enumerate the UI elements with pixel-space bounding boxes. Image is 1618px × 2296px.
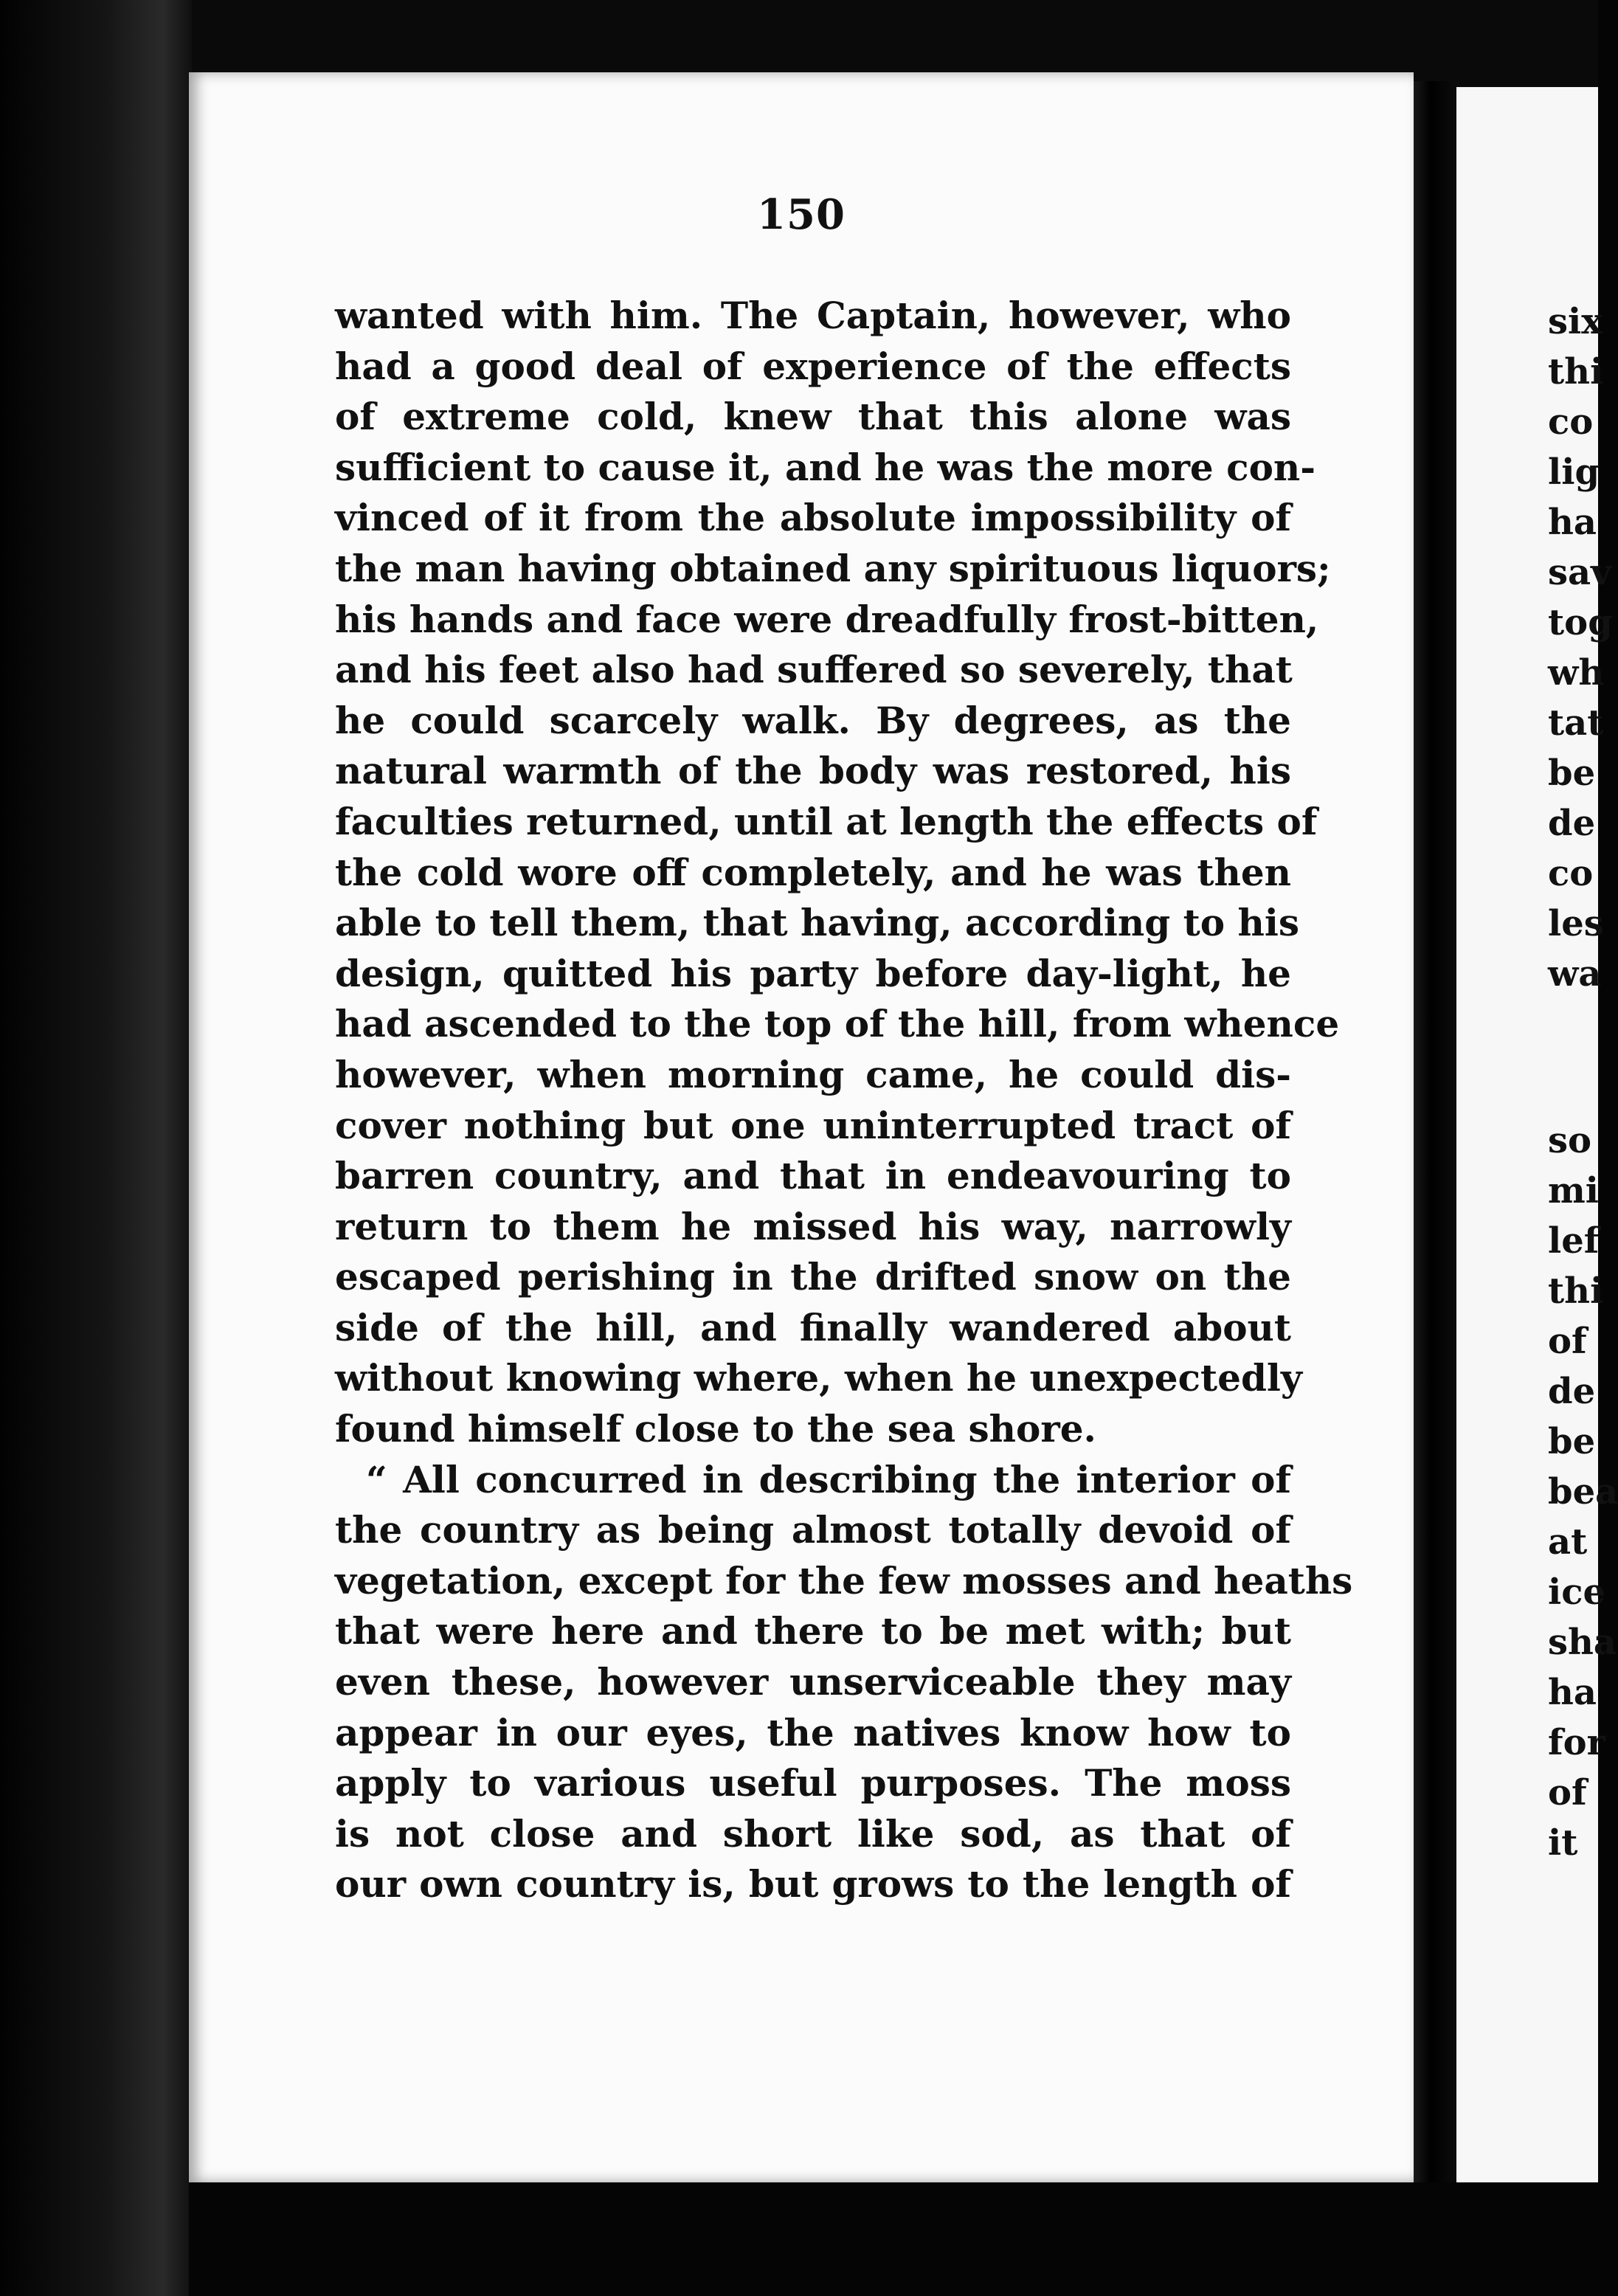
facing-page-fragment: sha (1548, 1622, 1617, 1663)
text-line: the man having obtained any spirituous liquors; (335, 546, 1331, 590)
text-line: is not close and short like sod, as that of (335, 1811, 1291, 1856)
text-line: of extreme cold, knew that this alone was (335, 395, 1291, 439)
facing-page-fragment: for (1548, 1722, 1605, 1763)
facing-page-fragment: thi (1548, 351, 1604, 393)
scan-left-margin (0, 0, 192, 2296)
text-line: appear in our eyes, the natives know how to (335, 1710, 1291, 1754)
text-line: able to tell them, that having, according to his (335, 901, 1299, 945)
text-line: our own country is, but grows to the length of (335, 1862, 1291, 1906)
text-line: faculties returned, until at length the effects of (335, 799, 1318, 843)
text-line: found himself close to the sea shore. (335, 1407, 1096, 1451)
text-line: and his feet also had suffered so severely, that (335, 648, 1293, 692)
facing-page-fragment: wh (1548, 652, 1605, 694)
text-line: that were here and there to be met with; but (335, 1609, 1291, 1653)
facing-page-fragment: tog (1548, 602, 1613, 643)
text-line: the cold wore off completely, and he was then (335, 850, 1291, 894)
text-line: “ All concurred in describing the interior of (366, 1457, 1291, 1501)
text-line: design, quitted his party before day-light, he (335, 951, 1291, 995)
text-line: wanted with him. The Captain, however, who (335, 294, 1291, 337)
facing-page-fragment: tat (1548, 702, 1604, 744)
text-line: apply to various useful purposes. The moss (335, 1761, 1291, 1805)
text-line: escaped perishing in the drifted snow on the (335, 1255, 1291, 1299)
facing-page-fragment: lef (1548, 1220, 1600, 1262)
facing-page-fragment: de (1548, 803, 1596, 844)
text-line: without knowing where, when he unexpectedly (335, 1356, 1302, 1400)
facing-page-fragment: of (1548, 1772, 1587, 1813)
page-number: 150 (757, 190, 846, 239)
facing-page-fragment: co (1548, 853, 1594, 894)
facing-page-fragment: wa (1548, 953, 1602, 995)
text-line: vinced of it from the absolute impossibility of (335, 496, 1291, 540)
text-line: even these, however unserviceable they may (335, 1660, 1291, 1704)
facing-page-fragment: of (1548, 1321, 1587, 1362)
facing-page-fragment: at (1548, 1521, 1588, 1563)
facing-page-fragment: mi (1548, 1170, 1600, 1211)
facing-page-fragment: les (1548, 903, 1604, 944)
facing-page-fragment: six (1548, 301, 1603, 342)
text-line: sufficient to cause it, and he was the more con- (335, 445, 1316, 489)
text-line: side of the hill, and finally wandered about (335, 1305, 1291, 1349)
book-gutter (1414, 81, 1456, 2184)
text-line: had ascended to the top of the hill, from whence (335, 1002, 1340, 1046)
facing-page-fragment: it (1548, 1822, 1578, 1864)
text-line: the country as being almost totally devoid of (335, 1508, 1291, 1552)
facing-page-fragment: lig (1548, 452, 1600, 493)
text-line: his hands and face were dreadfully frost-bitten, (335, 597, 1319, 641)
facing-page-fragment: so (1548, 1120, 1592, 1161)
text-line: had a good deal of experience of the effects (335, 344, 1291, 388)
text-line: return to them he missed his way, narrowly (335, 1204, 1291, 1248)
text-line: however, when morning came, he could dis- (335, 1052, 1291, 1096)
facing-page-fragment: de (1548, 1371, 1596, 1412)
scan-bottom-margin (189, 2182, 1598, 2296)
facing-page-fragment: ha (1548, 502, 1597, 543)
book-page (189, 72, 1414, 2182)
text-line: natural warmth of the body was restored, his (335, 749, 1291, 793)
facing-page-fragment: be (1548, 753, 1596, 794)
text-line: barren country, and that in endeavouring to (335, 1154, 1291, 1198)
facing-page-fragment: thi (1548, 1270, 1604, 1312)
text-line: vegetation, except for the few mosses and heaths (335, 1558, 1353, 1602)
facing-page-fragment: ha (1548, 1672, 1597, 1713)
facing-page-fragment: co (1548, 401, 1594, 443)
facing-page-edge (1456, 87, 1618, 2182)
facing-page-fragment: be (1548, 1421, 1596, 1462)
facing-page-fragment: bea (1548, 1471, 1618, 1512)
text-line: cover nothing but one uninterrupted tract of (335, 1103, 1291, 1147)
text-line: he could scarcely walk. By degrees, as the (335, 698, 1291, 742)
facing-page-fragment: sav (1548, 552, 1612, 593)
facing-page-fragment: ice (1548, 1571, 1605, 1613)
page-text (335, 291, 1353, 1910)
